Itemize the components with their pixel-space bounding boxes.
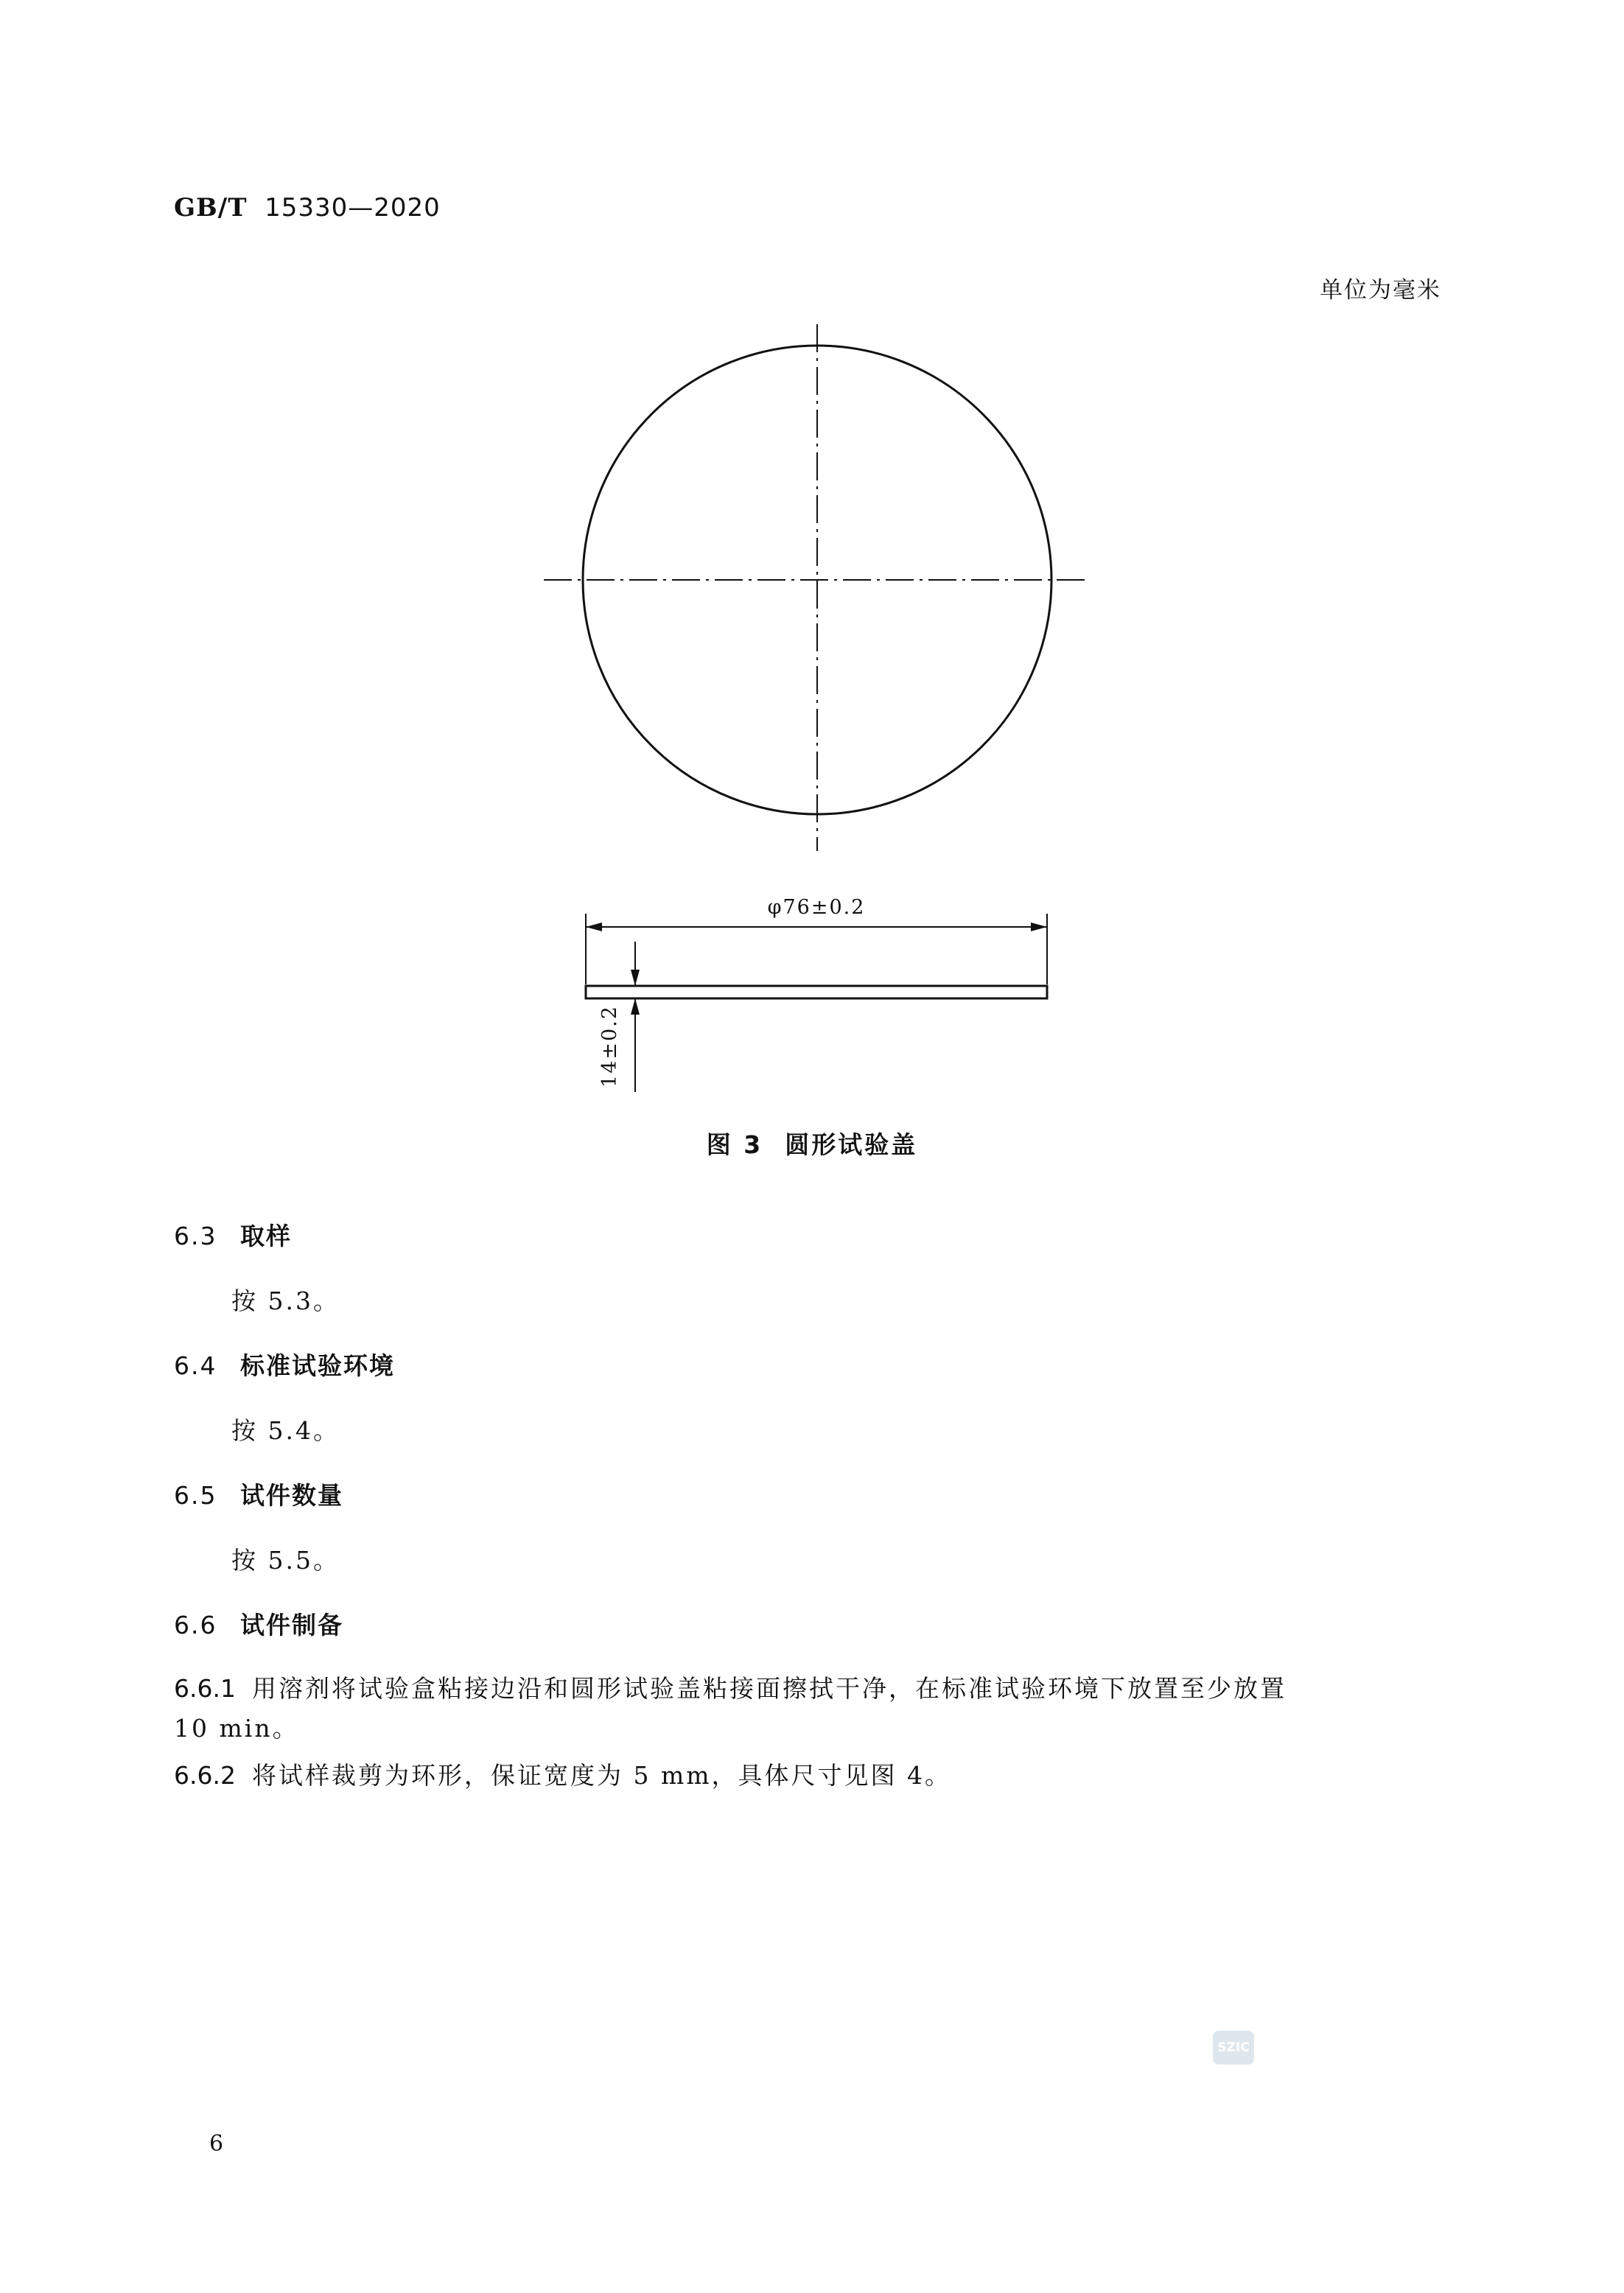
height-label: 14±0.2 [598,1005,621,1088]
figure-caption [0,1126,1624,1160]
diameter-label: φ76±0.2 [767,896,866,919]
section-6-4-text: 按 5.4。 [231,1416,340,1445]
section-heading-6-6: 6.6 试件制备 [174,1611,343,1639]
standard-number: 15330—2020 [265,193,441,223]
figure-caption-number: 图 3 [706,1130,763,1159]
section-heading-6-5: 6.5 试件数量 [174,1481,343,1510]
figure-caption-title: 圆形试验盖 [785,1130,918,1159]
subsection-6-6-1: 6.6.1 用溶剂将试验盒粘接边沿和圆形试验盖粘接面擦拭干净，在标准试验环境下放置至少放置 [174,1674,1287,1703]
page-number: 6 [209,2131,224,2157]
figure-3-drawing [0,0,1624,1120]
subsection-6-6-1-continuation: 10 min。 [174,1714,299,1743]
watermark-logo: SZIC [1213,2031,1254,2065]
unit-note: 单位为毫米 [1320,277,1441,304]
standard-code: GB/T [174,193,248,223]
lid-side-view [586,986,1047,998]
section-6-5-text: 按 5.5。 [231,1546,340,1575]
section-heading-6-4: 6.4 标准试验环境 [174,1351,395,1380]
subsection-6-6-2: 6.6.2 将试样裁剪为环形，保证宽度为 5 mm，具体尺寸见图 4。 [174,1761,952,1790]
section-6-3-text: 按 5.3。 [231,1286,340,1315]
section-heading-6-3: 6.3 取样 [174,1222,292,1250]
